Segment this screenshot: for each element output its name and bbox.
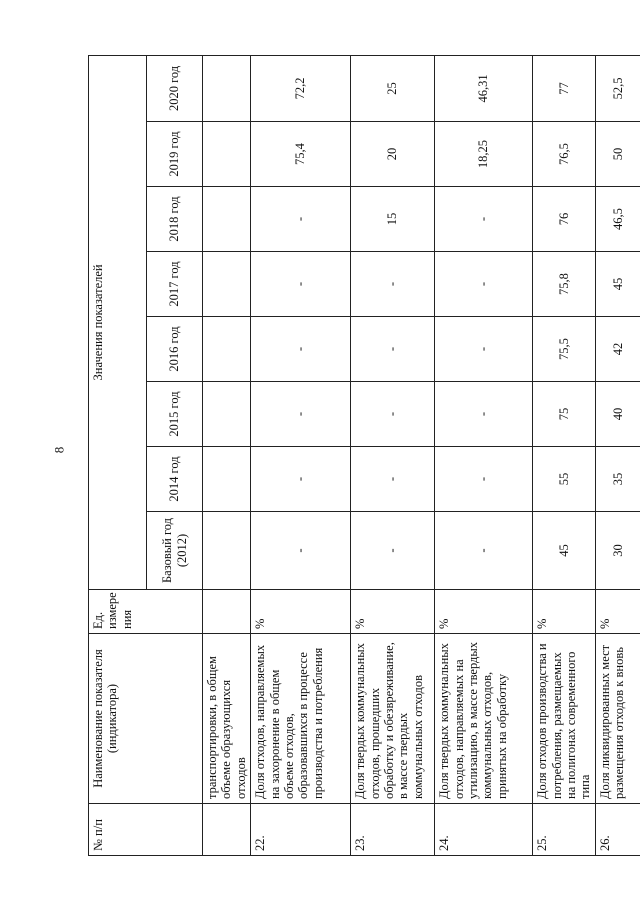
indicator-name: Доля отходов производства и потребления, размещаемых на полигонах современного типа <box>533 634 596 804</box>
row-number <box>203 804 251 856</box>
value-cell: 15 <box>351 187 435 252</box>
value-cell: 46,5 <box>595 187 640 252</box>
value-cell: 40 <box>595 382 640 447</box>
value-cell: - <box>251 187 351 252</box>
value-cell: 76,5 <box>533 122 596 187</box>
value-cell <box>203 317 251 382</box>
unit-cell: % <box>435 590 533 634</box>
value-cell <box>203 252 251 317</box>
indicator-name: Доля отходов, направляемых на захоронение в общем объеме отходов, образовавшихся в процессе производства и потребления <box>251 634 351 804</box>
value-cell: - <box>435 252 533 317</box>
value-cell: - <box>435 382 533 447</box>
value-cell: - <box>351 382 435 447</box>
row-number: 24. <box>435 804 533 856</box>
value-cell: - <box>251 447 351 512</box>
value-cell: 75 <box>533 382 596 447</box>
header-name: Наименование показателя (индикатора) <box>89 634 203 804</box>
value-cell: 35 <box>595 447 640 512</box>
unit-cell: % <box>533 590 596 634</box>
value-cell: - <box>351 317 435 382</box>
unit-cell: % <box>351 590 435 634</box>
value-cell: 52,5 <box>595 55 640 121</box>
value-cell: - <box>435 447 533 512</box>
header-year: 2016 год <box>147 317 203 382</box>
value-cell: - <box>435 187 533 252</box>
header-year: 2019 год <box>147 122 203 187</box>
value-cell: - <box>251 382 351 447</box>
table-row <box>351 55 435 855</box>
value-cell: - <box>435 512 533 590</box>
indicator-name: Доля твердых коммунальных отходов, направляемых на утилизацию, в массе твердых коммунальных отходов, принятых на обработку <box>435 634 533 804</box>
value-cell: 42 <box>595 317 640 382</box>
unit-cell: % <box>251 590 351 634</box>
value-cell: 45 <box>533 512 596 590</box>
header-year: Базовый год (2012) <box>147 512 203 590</box>
value-cell <box>203 447 251 512</box>
row-number: 26. <box>595 804 640 856</box>
table-row <box>533 55 596 855</box>
value-cell: 75,8 <box>533 252 596 317</box>
value-cell: 75,5 <box>533 317 596 382</box>
indicator-name: Доля твердых коммунальных отходов, прошедших обработку и обезвреживание, в массе твердых коммунальных отходов <box>351 634 435 804</box>
value-cell: 55 <box>533 447 596 512</box>
value-cell: 45 <box>595 252 640 317</box>
header-year: 2017 год <box>147 252 203 317</box>
header-year: 2014 год <box>147 447 203 512</box>
value-cell <box>203 122 251 187</box>
value-cell: - <box>251 317 351 382</box>
value-cell: - <box>351 512 435 590</box>
value-cell: 75,4 <box>251 122 351 187</box>
value-cell: - <box>251 512 351 590</box>
row-number: 22. <box>251 804 351 856</box>
header-values-group: Значения показателей <box>89 55 147 589</box>
header-year: 2018 год <box>147 187 203 252</box>
value-cell: - <box>351 447 435 512</box>
value-cell: 30 <box>595 512 640 590</box>
value-cell: 50 <box>595 122 640 187</box>
value-cell: 20 <box>351 122 435 187</box>
value-cell <box>203 512 251 590</box>
row-number: 25. <box>533 804 596 856</box>
unit-cell: % <box>595 590 640 634</box>
value-cell: - <box>251 252 351 317</box>
unit-cell <box>203 590 251 634</box>
value-cell: 77 <box>533 55 596 121</box>
value-cell: 46,31 <box>435 55 533 121</box>
value-cell: 76 <box>533 187 596 252</box>
page-number: 8 <box>51 446 66 454</box>
table-row <box>203 55 251 855</box>
table-row <box>435 55 533 855</box>
value-cell: 25 <box>351 55 435 121</box>
indicator-name: Доля ликвидированных мест размещения отходов к вновь <box>595 634 640 804</box>
document-table-rotated <box>88 56 626 856</box>
value-cell <box>203 55 251 121</box>
header-num: № п/п <box>89 804 203 856</box>
header-year: 2020 год <box>147 55 203 121</box>
value-cell: 72,2 <box>251 55 351 121</box>
header-year: 2015 год <box>147 382 203 447</box>
indicator-name: транспортировки, в общем объеме образующихся отходов <box>203 634 251 804</box>
indicators-table <box>88 55 640 856</box>
value-cell: - <box>435 317 533 382</box>
value-cell: 18,25 <box>435 122 533 187</box>
row-number: 23. <box>351 804 435 856</box>
value-cell <box>203 187 251 252</box>
value-cell <box>203 382 251 447</box>
value-cell: - <box>351 252 435 317</box>
table-row <box>595 55 640 855</box>
header-unit: Ед. измере ния <box>89 590 203 634</box>
table-row <box>251 55 351 855</box>
